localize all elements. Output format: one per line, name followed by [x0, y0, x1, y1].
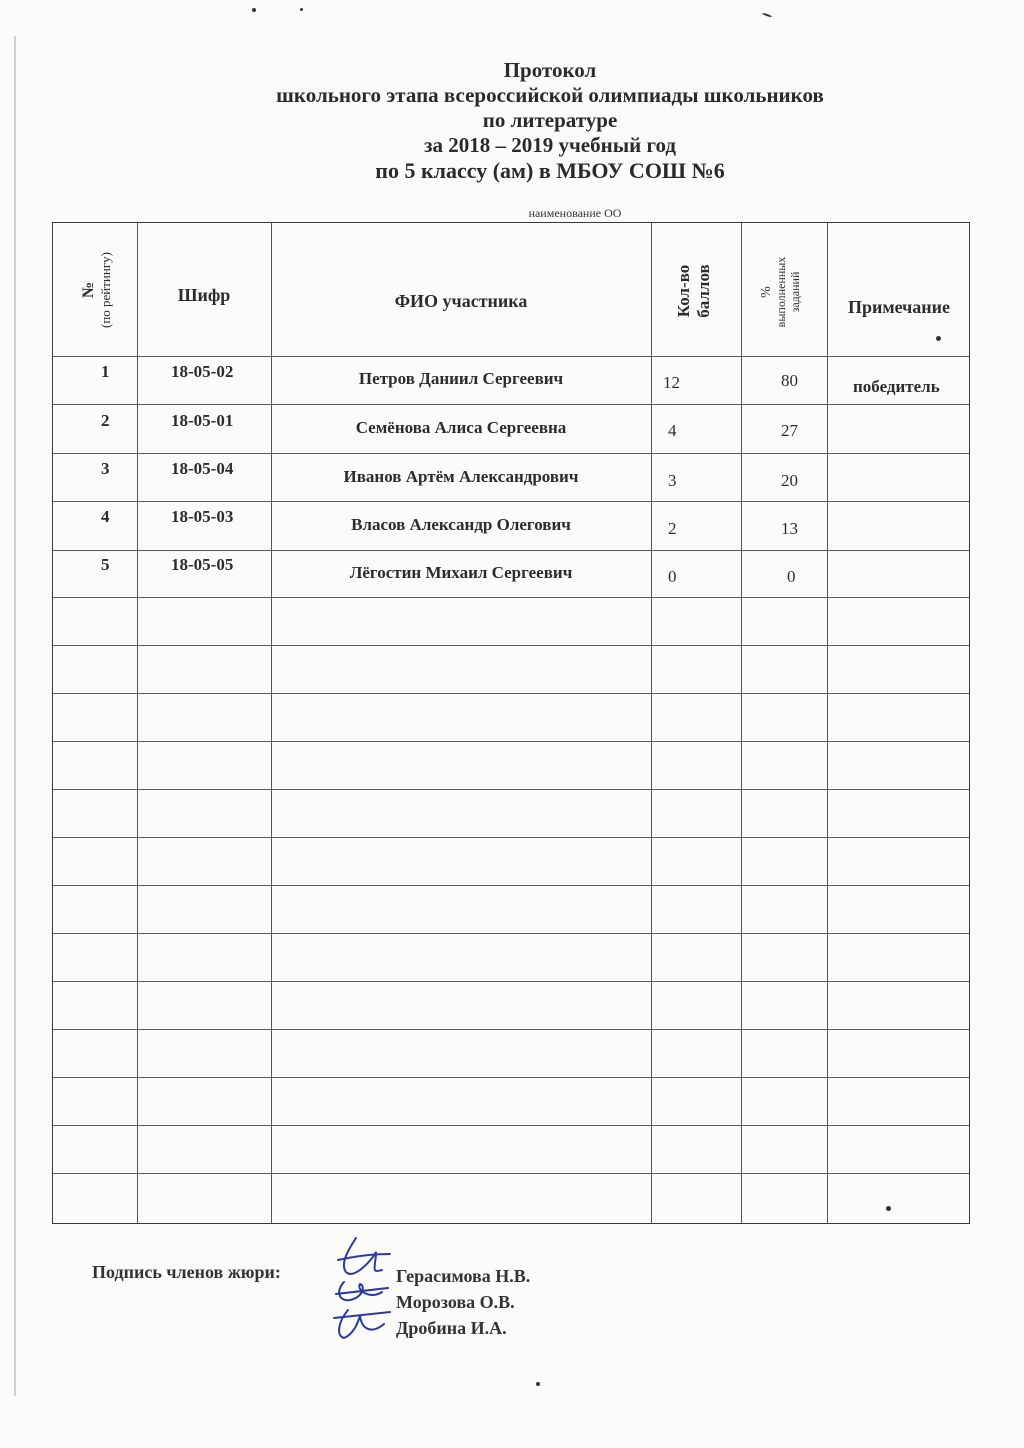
row-divider	[53, 1173, 969, 1174]
col-divider	[827, 223, 828, 1223]
row-divider	[53, 1077, 969, 1078]
header-points	[674, 231, 718, 351]
document-title	[80, 58, 1020, 183]
row-3-points: 3	[668, 471, 677, 490]
jury-member-2: Морозова О.В.	[396, 1292, 515, 1312]
row-4-percent: 13	[781, 519, 798, 538]
row-3-name: Иванов Артём Александрович	[343, 467, 579, 486]
scan-speck	[536, 1382, 540, 1386]
header-points-line2: баллов	[694, 264, 713, 318]
row-divider	[53, 404, 969, 405]
header-percent-line2: выполненных	[774, 256, 788, 328]
row-2-num: 2	[101, 411, 110, 430]
scan-speck	[252, 8, 256, 12]
header-points-line1: Кол-во	[674, 264, 693, 318]
row-5-percent: 0	[787, 567, 796, 586]
row-4-name: Власов Александр Олегович	[351, 515, 571, 534]
row-2-cipher: 18-05-01	[171, 411, 234, 430]
scan-speck	[762, 12, 772, 17]
row-1-num: 1	[101, 362, 110, 381]
row-5-name: Лёгостин Михаил Сергеевич	[349, 563, 573, 582]
row-divider	[53, 1125, 969, 1126]
row-divider	[53, 933, 969, 934]
header-rank-main: №	[80, 281, 97, 299]
header-percent	[759, 232, 809, 352]
row-divider	[53, 885, 969, 886]
scan-speck	[300, 8, 303, 11]
row-2-points: 4	[668, 421, 677, 440]
row-1-note: победитель	[853, 377, 940, 396]
row-1-percent: 80	[781, 371, 798, 390]
row-2-name: Семёнова Алиса Сергеевна	[355, 418, 567, 437]
row-3-percent: 20	[781, 471, 798, 490]
header-rank	[80, 230, 113, 350]
row-5-points: 0	[668, 567, 677, 586]
row-divider	[53, 693, 969, 694]
header-name: ФИО участника	[394, 291, 528, 311]
row-4-num: 4	[101, 507, 110, 526]
jury-member-1: Герасимова Н.В.	[396, 1266, 531, 1286]
results-table	[52, 222, 970, 1224]
title-line-1: Протокол	[503, 58, 597, 82]
row-divider	[53, 550, 969, 551]
row-5-num: 5	[101, 555, 110, 574]
row-4-cipher: 18-05-03	[171, 507, 234, 526]
row-divider	[53, 1029, 969, 1030]
col-divider	[137, 223, 138, 1223]
row-1-points: 12	[663, 373, 680, 392]
row-1-cipher: 18-05-02	[171, 362, 234, 381]
row-divider	[53, 453, 969, 454]
title-line-3: по литературе	[482, 108, 618, 132]
org-name-caption: наименование ОО	[528, 206, 622, 220]
header-percent-sign: %	[759, 286, 774, 298]
row-divider	[53, 645, 969, 646]
row-divider	[53, 789, 969, 790]
row-divider	[53, 981, 969, 982]
col-divider	[651, 223, 652, 1223]
handwritten-signature	[326, 1230, 396, 1350]
title-line-5: по 5 классу (ам) в МБОУ СОШ №6	[375, 158, 725, 183]
row-2-percent: 27	[781, 421, 798, 440]
row-4-points: 2	[668, 519, 677, 538]
jury-member-3: Дробина И.А.	[396, 1318, 507, 1338]
row-1-name: Петров Даниил Сергеевич	[358, 369, 564, 388]
row-divider	[53, 501, 969, 502]
jury-signature-label: Подпись членов жюри:	[92, 1262, 281, 1282]
title-line-2: школьного этапа всероссийской олимпиады школьников	[276, 83, 824, 107]
scan-edge	[14, 36, 16, 1396]
row-3-cipher: 18-05-04	[171, 459, 234, 478]
header-note: Примечание	[847, 297, 951, 317]
header-cipher: Шифр	[177, 285, 231, 305]
row-5-cipher: 18-05-05	[171, 555, 234, 574]
row-divider	[53, 741, 969, 742]
row-divider	[53, 597, 969, 598]
title-line-4: за 2018 – 2019 учебный год	[424, 133, 676, 157]
col-divider	[741, 223, 742, 1223]
row-3-num: 3	[101, 459, 110, 478]
row-divider	[53, 837, 969, 838]
header-percent-line3: заданий	[788, 271, 802, 313]
row-divider	[53, 356, 969, 357]
header-rank-sub: (по рейтингу)	[98, 251, 113, 329]
